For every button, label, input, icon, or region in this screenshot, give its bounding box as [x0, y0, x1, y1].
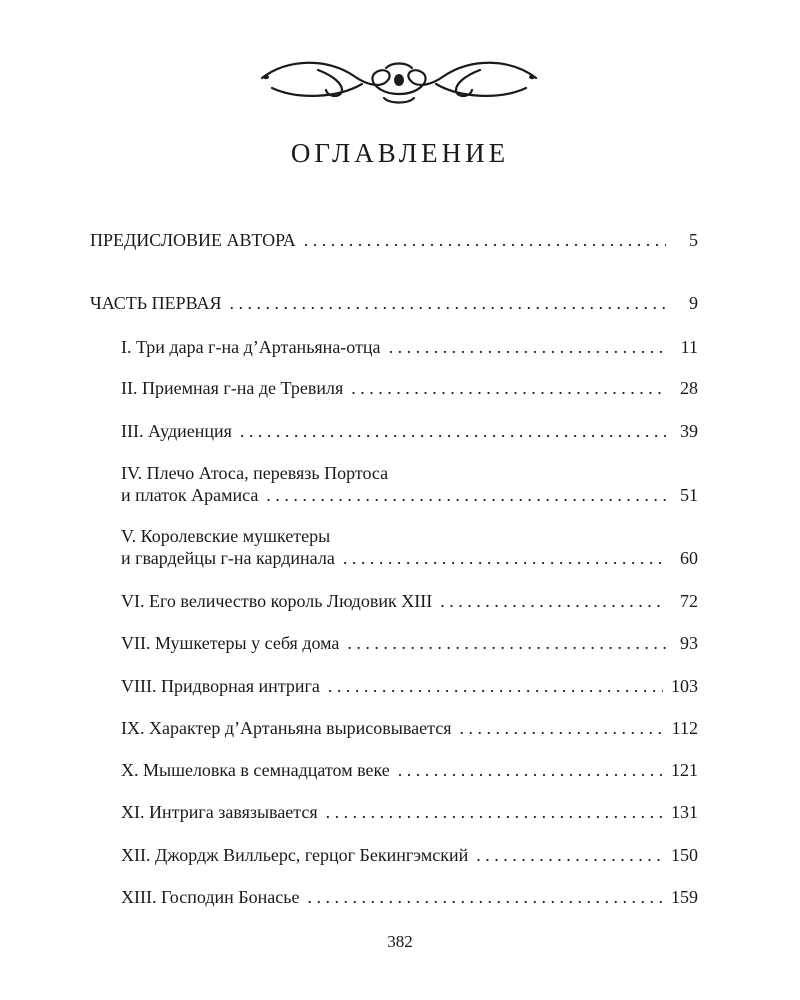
dot-leader	[328, 675, 663, 697]
toc-entry-part-one[interactable]	[90, 292, 698, 314]
toc-entry-label: и платок Арамиса	[121, 485, 259, 505]
toc-entry-chapter-4[interactable]	[121, 484, 698, 506]
dot-leader	[326, 801, 663, 823]
toc-page-number: 93	[680, 633, 698, 653]
toc-page-number: 112	[671, 718, 698, 738]
dot-leader	[304, 229, 666, 251]
toc-entry-chapter-2[interactable]	[121, 377, 698, 399]
toc-page-number: 72	[680, 591, 698, 611]
toc-page-number: 39	[680, 421, 698, 441]
toc-entry-label: VI. Его величество король Людовик XIII	[121, 591, 433, 611]
dot-leader	[440, 590, 666, 612]
dot-leader	[347, 632, 666, 654]
dot-leader	[459, 717, 663, 739]
toc-entry-chapter-3[interactable]	[121, 420, 698, 442]
toc-page-number: 121	[671, 760, 698, 780]
dot-leader	[240, 420, 666, 442]
toc-entry-chapter-9[interactable]	[121, 717, 698, 739]
toc-entry-chapter-10[interactable]	[121, 759, 698, 781]
toc-entry-label: II. Приемная г-на де Тревиля	[121, 378, 344, 398]
toc-entry-chapter-7[interactable]	[121, 632, 698, 654]
toc-entry-chapter-11[interactable]	[121, 801, 698, 823]
toc-entry-label: XIII. Господин Бонасье	[121, 887, 300, 907]
toc-entry-label: I. Три дара г-на д’Артаньяна-отца	[121, 337, 381, 357]
toc-entry-label: VII. Мушкетеры у себя дома	[121, 633, 340, 653]
toc-entry-label: XI. Интрига завязывается	[121, 802, 318, 822]
toc-entry-chapter-5-line1[interactable]: V. Королевские мушкетеры	[121, 526, 331, 546]
dot-leader	[230, 292, 666, 314]
toc-entry-label: IX. Характер д’Артаньяна вырисовывается	[121, 718, 452, 738]
dot-leader	[343, 547, 666, 569]
toc-entry-label: ПРЕДИСЛОВИЕ АВТОРА	[90, 230, 296, 250]
dot-leader	[307, 886, 663, 908]
page-number: 382	[387, 932, 413, 951]
dot-leader	[398, 759, 663, 781]
toc-page-number: 5	[689, 230, 698, 250]
toc-entry-label: X. Мышеловка в семнадцатом веке	[121, 760, 390, 780]
toc-entry-chapter-1[interactable]	[121, 336, 698, 358]
dot-leader	[351, 377, 666, 399]
dot-leader	[266, 484, 666, 506]
toc-page-number: 51	[680, 485, 698, 505]
dot-leader	[476, 844, 663, 866]
toc-page-number: 11	[680, 337, 698, 357]
toc-page-number: 103	[671, 676, 698, 696]
toc-entry-label: ЧАСТЬ ПЕРВАЯ	[90, 293, 222, 313]
toc-entry-label: VIII. Придворная интрига	[121, 676, 320, 696]
toc-entry-chapter-5[interactable]	[121, 547, 698, 569]
page-title: ОГЛАВЛЕНИЕ	[290, 138, 510, 168]
toc-page-number: 9	[689, 293, 698, 313]
dot-leader	[389, 336, 666, 358]
toc-entry-chapter-6[interactable]	[121, 590, 698, 612]
toc-page-number: 28	[680, 378, 698, 398]
toc-entry-chapter-8[interactable]	[121, 675, 698, 697]
toc-entry-chapter-12[interactable]	[121, 844, 698, 866]
toc-entry-chapter-13[interactable]	[121, 886, 698, 908]
toc-entry-label: и гвардейцы г-на кардинала	[121, 548, 335, 568]
toc-entry-chapter-4-line1[interactable]: IV. Плечо Атоса, перевязь Портоса	[121, 463, 389, 483]
toc-page-number: 150	[671, 845, 698, 865]
toc-page-number: 131	[671, 802, 698, 822]
toc-entry-label: III. Аудиенция	[121, 421, 232, 441]
toc-page-number: 60	[680, 548, 698, 568]
toc-entry-preface[interactable]	[90, 229, 698, 251]
toc-entry-label: XII. Джордж Вилльерс, герцог Бекингэмский	[121, 845, 469, 865]
toc-page-number: 159	[671, 887, 698, 907]
